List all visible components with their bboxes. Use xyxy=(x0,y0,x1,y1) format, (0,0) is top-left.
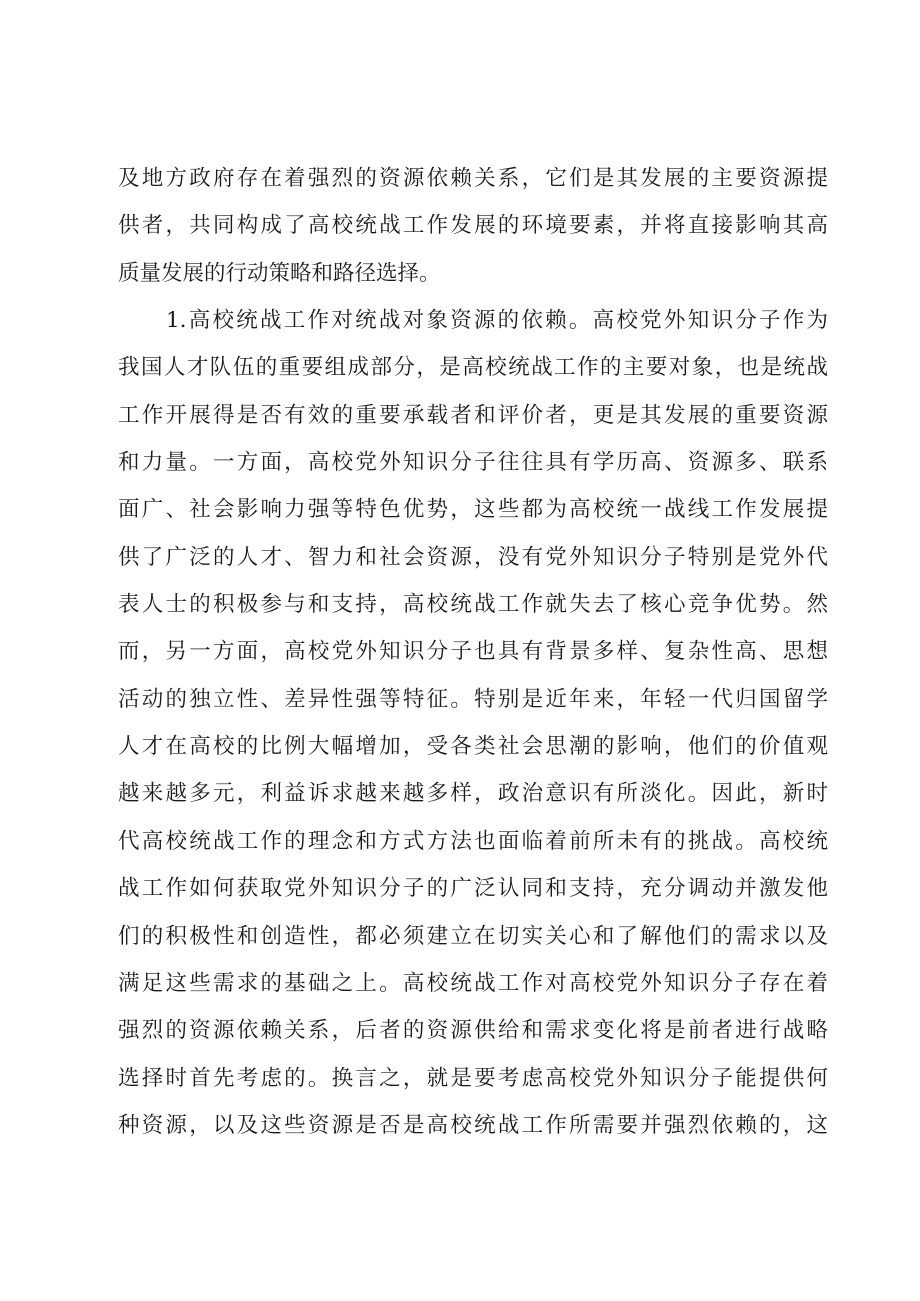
text-line: 选择时首先考虑的。换言之，就是要考虑高校党外知识分子能提供何 xyxy=(118,1065,828,1091)
text-line: 越来越多元，利益诉求越来越多样，政治意识有所淡化。因此，新时 xyxy=(118,781,828,807)
text-line: 战工作如何获取党外知识分子的广泛认同和支持，充分调动并激发他 xyxy=(118,876,828,902)
text-line: 及地方政府存在着强烈的资源依赖关系，它们是其发展的主要资源提 xyxy=(118,166,828,191)
text-line: 工作开展得是否有效的重要承载者和评价者，更是其发展的重要资源 xyxy=(118,402,828,428)
text-line: 供了广泛的人才、智力和社会资源，没有党外知识分子特别是党外代 xyxy=(118,544,828,570)
text-line: 而，另一方面，高校党外知识分子也具有背景多样、复杂性高、思想 xyxy=(118,639,828,665)
text-line: 强烈的资源依赖关系，后者的资源供给和需求变化将是前者进行战略 xyxy=(118,1018,828,1044)
text-line: 供者，共同构成了高校统战工作发展的环境要素，并将直接影响其高 xyxy=(118,213,828,239)
text-line: 表人士的积极参与和支持，高校统战工作就失去了核心竞争优势。然 xyxy=(118,592,828,618)
text-line: 和力量。一方面，高校党外知识分子往往具有学历高、资源多、联系 xyxy=(118,450,828,476)
text-line: 代高校统战工作的理念和方式方法也面临着前所未有的挑战。高校统 xyxy=(118,828,828,854)
text-line: 活动的独立性、差异性强等特征。特别是近年来，年轻一代归国留学 xyxy=(118,686,828,712)
text-line: 我国人才队伍的重要组成部分，是高校统战工作的主要对象，也是统战 xyxy=(118,355,828,381)
text-line: 人才在高校的比例大幅增加，受各类社会思潮的影响，他们的价值观 xyxy=(118,734,828,760)
body-text xyxy=(118,155,828,1149)
text-line: 满足这些需求的基础之上。高校统战工作对高校党外知识分子存在着 xyxy=(118,970,828,996)
text-line: 种资源，以及这些资源是否是高校统战工作所需要并强烈依赖的，这 xyxy=(118,1112,828,1138)
text-line: 质量发展的行动策略和路径选择。 xyxy=(118,260,441,286)
text-line: 面广、社会影响力强等特色优势，这些都为高校统一战线工作发展提 xyxy=(118,497,828,523)
text-line: 们的积极性和创造性，都必须建立在切实关心和了解他们的需求以及 xyxy=(118,923,828,949)
text-line: 1.高校统战工作对统战对象资源的依赖。高校党外知识分子作为 xyxy=(166,308,828,334)
